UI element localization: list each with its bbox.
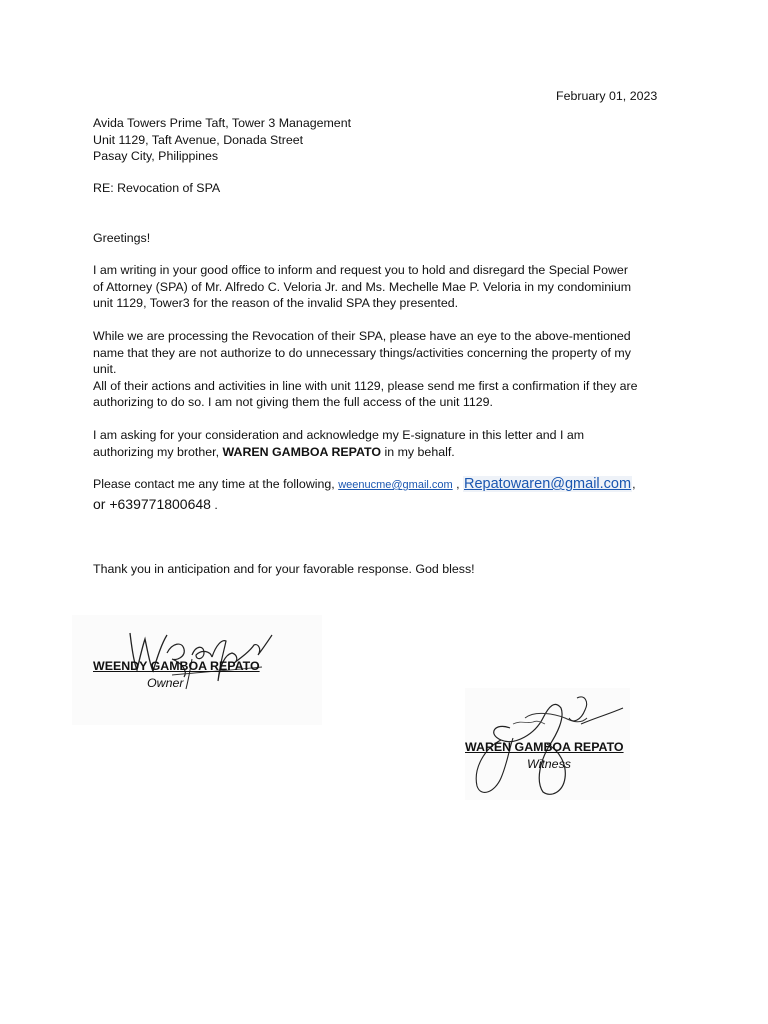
paragraph-2-line-2: name that they are not authorize to do unnecessary things/activities concerning the property of my: [93, 345, 631, 360]
subject-line: RE: Revocation of SPA: [93, 181, 221, 195]
owner-name: WEENDY GAMBOA REPATO: [93, 659, 260, 673]
paragraph-3-line-2-pre: authorizing my brother,: [93, 444, 223, 459]
email-link-1[interactable]: weenucme@gmail.com: [338, 479, 453, 491]
paragraph-1-line-1: I am writing in your good office to inform and request you to hold and disregard the Special Power: [93, 263, 628, 277]
paragraph-2-line-5: authorizing to do so. I am not giving them the full access of the unit 1129.: [93, 395, 493, 409]
contact-comma: ,: [632, 477, 636, 491]
recipient-address: [93, 115, 693, 165]
paragraph-1-line-3: unit 1129, Tower3 for the reason of the invalid SPA they presented.: [93, 296, 459, 310]
paragraph-2: [93, 328, 693, 411]
owner-signature: [112, 615, 282, 695]
paragraph-1: [93, 262, 693, 312]
contact-intro: Please contact me any time at the following,: [93, 477, 339, 491]
paragraph-2-line-4: All of their actions and activities in line with unit 1129, please send me first a confirmation if they are: [93, 378, 638, 393]
contact-separator: ,: [452, 477, 464, 491]
paragraph-1-line-2: of Attorney (SPA) of Mr. Alfredo C. Veloria Jr. and Ms. Mechelle Mae P. Veloria in my condominium: [93, 279, 632, 294]
paragraph-3-line-1: I am asking for your consideration and acknowledge my E-signature in this letter and I am: [93, 428, 585, 442]
recipient-line-1: Avida Towers Prime Taft, Tower 3 Management: [93, 116, 352, 130]
owner-signature-block: [72, 615, 322, 725]
recipient-line-2: Unit 1129, Taft Avenue, Donada Street: [93, 132, 304, 147]
paragraph-2-line-1: While we are processing the Revocation of their SPA, please have an eye to the above-mentioned: [93, 329, 631, 343]
paragraph-3: [93, 427, 693, 460]
letter-date: February 01, 2023: [556, 89, 658, 103]
email-link-2[interactable]: Repatowaren@gmail.com: [464, 476, 632, 492]
contact-line-2: [93, 496, 693, 514]
witness-signature-block: [465, 688, 630, 800]
phone-number: +639771800648: [109, 495, 211, 512]
contact-end: .: [210, 497, 218, 512]
brother-name: WAREN GAMBOA REPATO: [222, 444, 382, 459]
owner-role: Owner: [147, 676, 184, 690]
contact-paragraph: [93, 476, 693, 513]
greeting: Greetings!: [93, 231, 151, 245]
contact-line-1: [93, 476, 693, 494]
witness-role: Witness: [527, 757, 571, 771]
witness-name: WAREN GAMBOA REPATO: [465, 740, 624, 754]
paragraph-3-line-2-post: in my behalf.: [381, 444, 455, 459]
paragraph-2-line-3: unit.: [93, 362, 117, 376]
closing-line: Thank you in anticipation and for your favorable response. God bless!: [93, 562, 475, 576]
paragraph-3-line-2: [93, 444, 693, 461]
recipient-line-3: Pasay City, Philippines: [93, 149, 219, 163]
contact-or: or: [93, 495, 110, 512]
